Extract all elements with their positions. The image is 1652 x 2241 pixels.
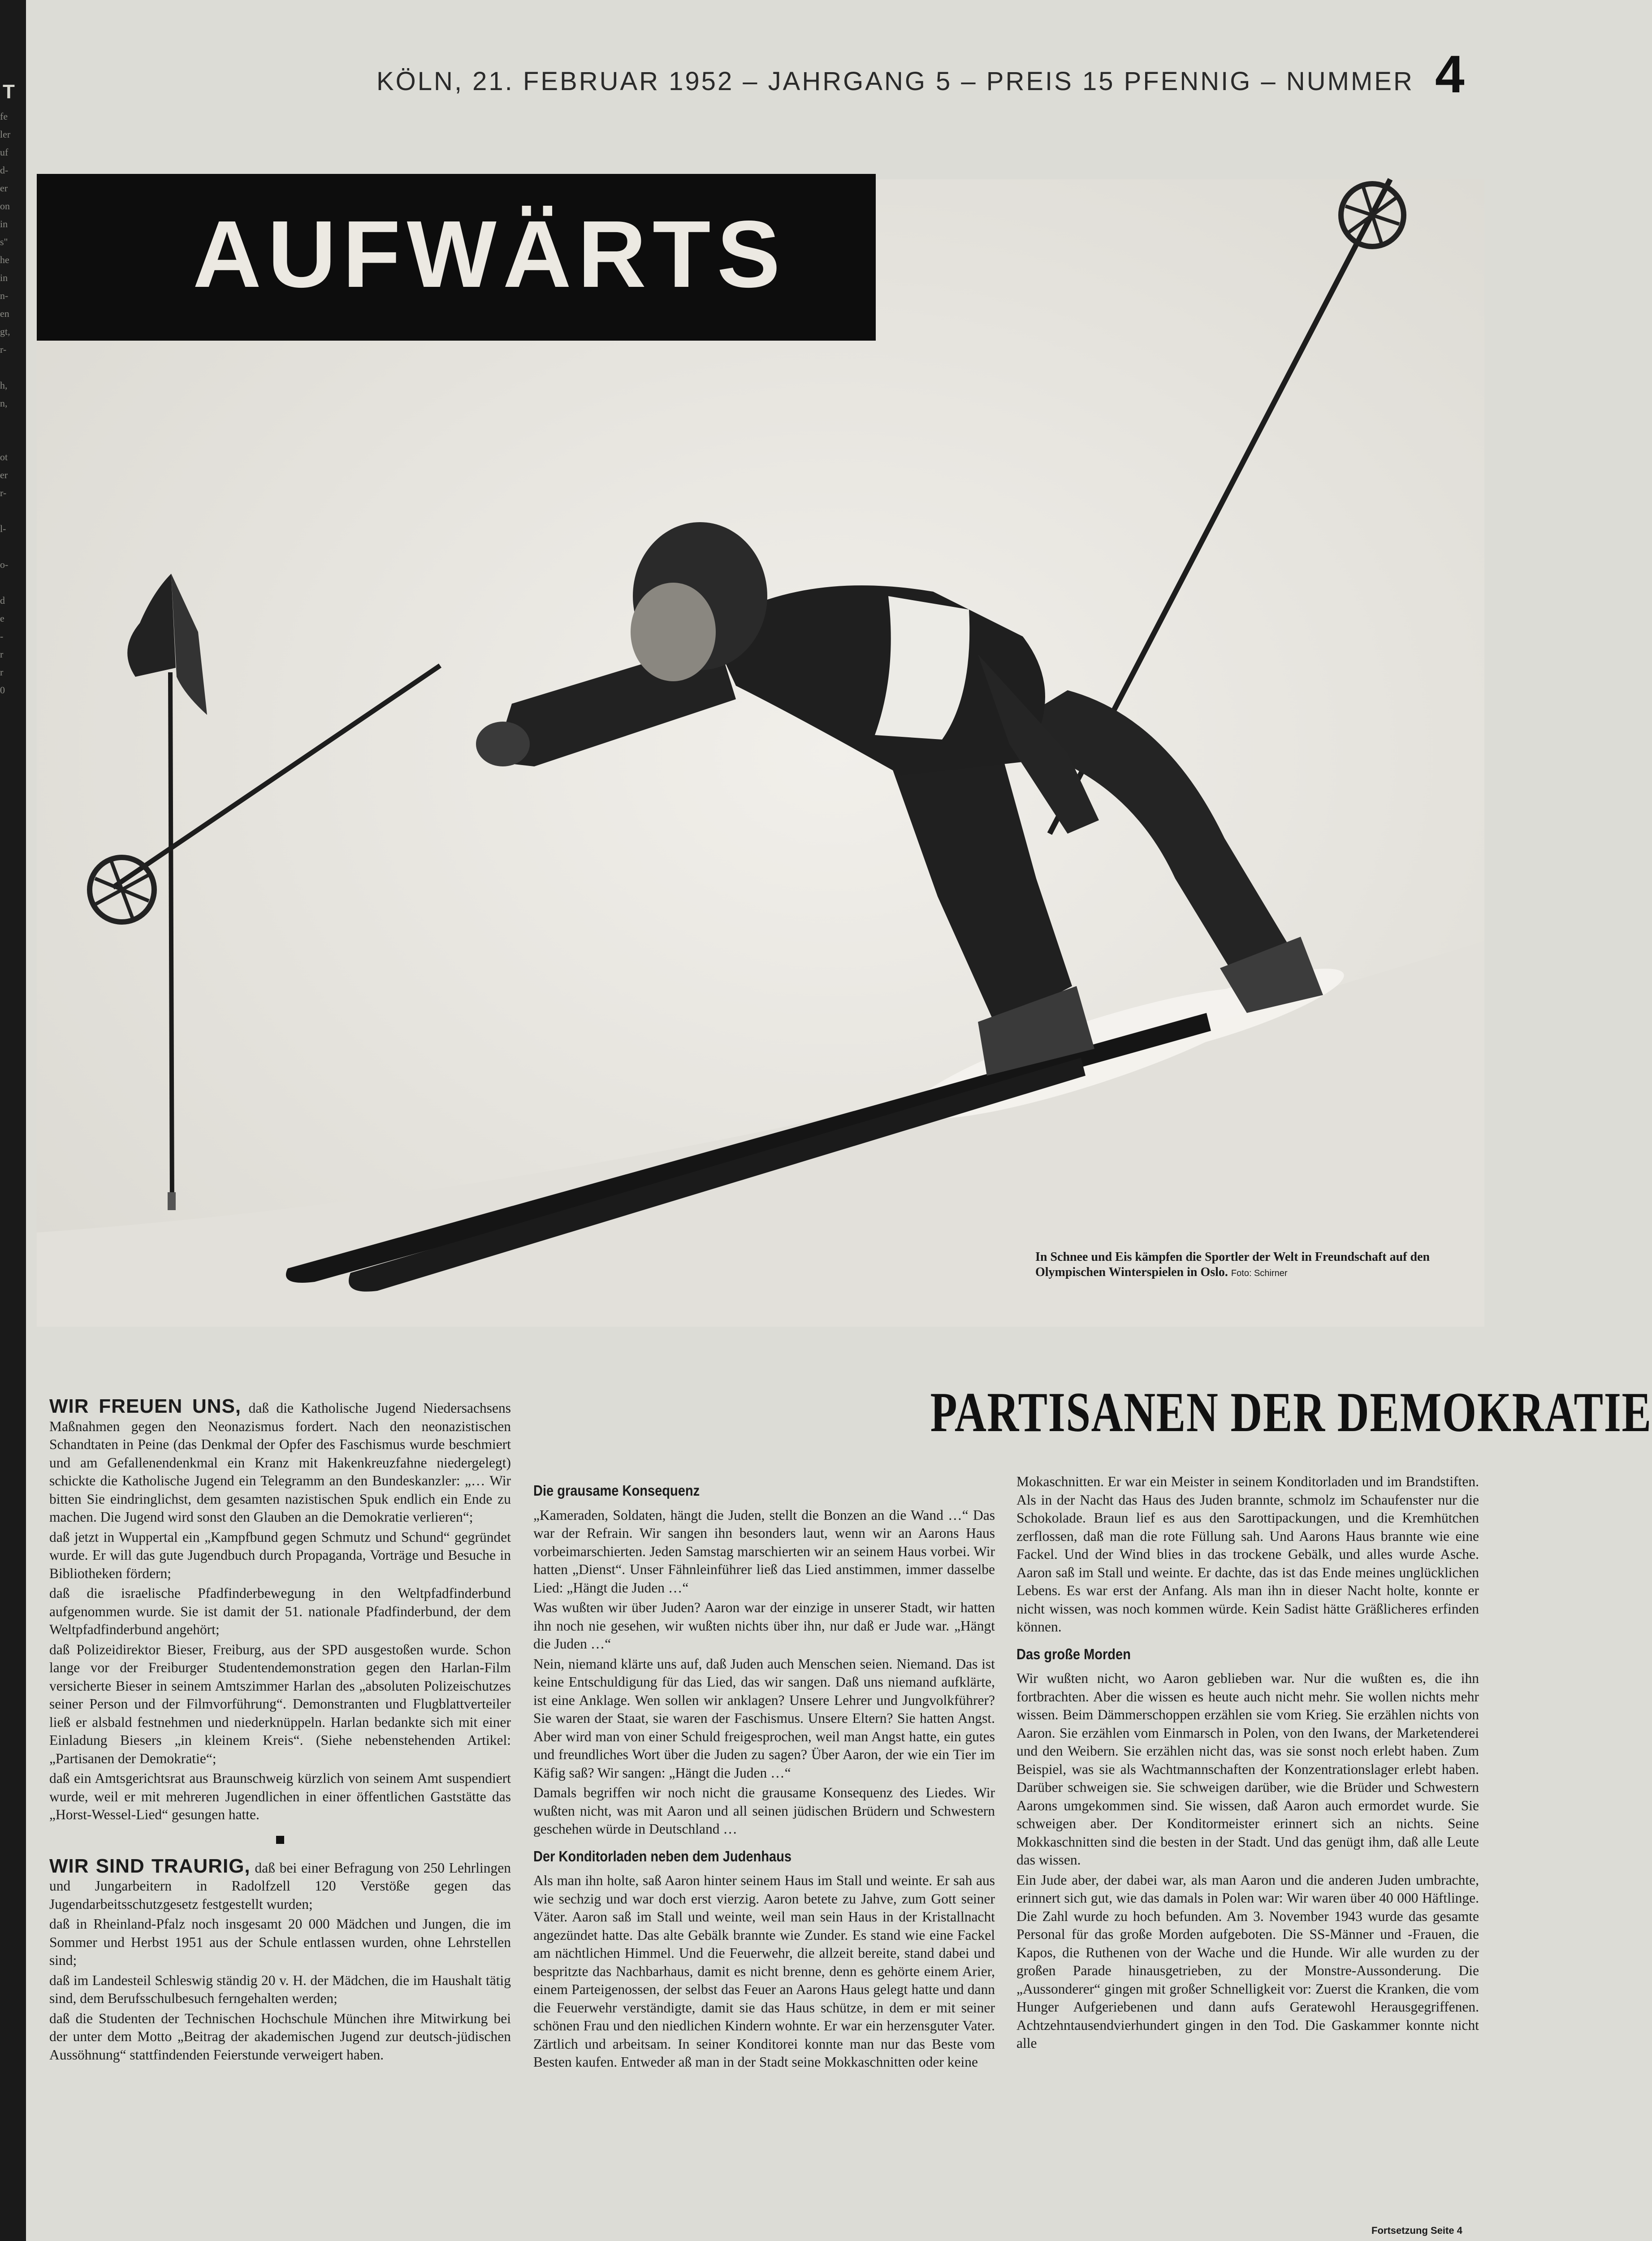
photo-caption bbox=[1035, 1250, 1497, 1281]
article-paragraph: „Kameraden, Soldaten, hängt die Juden, stellt die Bonzen an die Wand …“ Das war der Refrain. Wir sangen ihn besonders laut, wenn wir an Aarons Haus vorbeimarschierten. Jeden Samstag marschierten wir an seinem Haus vorbei. Wir hatten „Dienst“. Unser Fähnleinführer ließ das Lied anstimmen, immer dasselbe Lied: „Hängt die Juden …“ bbox=[533, 1507, 995, 1596]
article-paragraph: Damals begriffen wir noch nicht die grausame Konsequenz des Liedes. Wir wußten nicht, was mit Aaron und all seinen jüdischen Brüdern und Schwestern geschehen würde in Deutschland … bbox=[533, 1785, 995, 1837]
article-middle-column bbox=[533, 1473, 995, 2073]
skier-photo bbox=[37, 179, 1484, 1327]
article-paragraph: Mokaschnitten. Er war ein Meister in seinem Konditorladen und im Brandstiften. Als in der Nacht das Haus des Juden brannte, schmolz im Schaufenster nur die Schokolade. Braun lief es aus den Sarottipackungen, und die Kremhütchen zerflossen, daß man die rote Füllung sah. Und Aarons Haus brannte wie eine Fackel. Und der Wind blies in das trockene Gebälk, und alles wurde Asche. Aaron saß im Stall und weinte. Er dachte, das ist das Ende meines unglücklichen Lebens. Es war erst der Anfang. Als man ihn in dieser Nacht holte, konnte er nicht wissen, was noch kommen würde. Kein Sadist hätte Gräßlicheres erfinden können. bbox=[1016, 1474, 1479, 1635]
photo-credit: Foto: Schirner bbox=[1231, 1268, 1288, 1278]
block1-paragraph: daß die Katholische Jugend Niedersachsens Maßnahmen gegen den Neonazismus fordert. Nach den neonazistischen Schandtaten in Peine (das Denkmal der Opfer des Faschismus wurde beschmiert und am Gefallenendenkmal ein Kranz mit Hakenkreuzfahne niedergelegt) schickte die Katholische Jugend ein Telegramm an den Bundeskanzler: „… Wir bitten Sie eindringlichst, dem gesamten nazistischen Spuk endlich ein Ende zu machen. Die Jugend wird sonst den Glauben an die Demokratie verlieren“; bbox=[49, 1400, 511, 1525]
continuation-note: Fortsetzung Seite 4 bbox=[1371, 2225, 1462, 2236]
section-heading: Der Konditorladen neben dem Judenhaus bbox=[533, 1847, 792, 1865]
block1-paragraph: daß ein Amtsgerichtsrat aus Braunschweig kürzlich von seinem Amt suspendiert wurde, weil er mit mehreren Jugendlichen in einer öffentlichen Gaststätte das „Horst-Wessel-Lied“ gesungen hatte. bbox=[49, 1770, 511, 1822]
article-right-column bbox=[1016, 1473, 1479, 2055]
block2-paragraph: daß im Landesteil Schleswig ständig 20 v. H. der Mädchen, die im Haushalt tätig sind, dem Berufsschulbesuch ferngehalten werden; bbox=[49, 1972, 511, 2006]
block1-paragraph: daß Polizeidirektor Bieser, Freiburg, aus der SPD ausgestoßen wurde. Schon lange vor der Freiburger Studentendemonstration gegen den Harlan-Film versicherte Bieser in seinem Amtszimmer Harlan des „absoluten Polizeischutzes seiner Person und der Filmvorführung“. Demonstranten und Flugblattverteiler ließ er alsbald festnehmen und niederknüppeln. Harlan bedankte sich mit einer Einladung Biesers „in kleinem Kreis“. (Siehe nebenstehenden Artikel: „Partisanen der Demokratie“; bbox=[49, 1641, 511, 1766]
block2-paragraph: daß die Studenten der Technischen Hochschule München ihre Mitwirkung bei der unter dem Motto „Beitrag der akademischen Jugend zur deutsch-jüdischen Aussöhnung“ stattfindenden Feierstunde verweigert haben. bbox=[49, 2010, 511, 2063]
article-paragraph: Was wußten wir über Juden? Aaron war der einzige in unserer Stadt, wir hatten ihn noch nie gesehen, wir wußten nichts über ihn, nur daß er Jude war. „Hängt die Juden …“ bbox=[533, 1600, 995, 1652]
article-paragraph: Ein Jude aber, der dabei war, als man Aaron und die anderen Juden umbrachte, erinnert sich gut, wie das damals in Polen war: Wir waren über 40 000 Häftlinge. Die Zahl wurde zu hoch befunden. Am 3. November 1943 wurde das gesamte Personal für das große Morden aufgeboten. Die SS-Männer und -Frauen, die Kapos, die Ruthenen von der Wache und die Hunde. Wir alle wurden zu der großen Parade hinausgetrieben, zu der Monstre-Aussonderung. Die „Aussonderer“ gingen mit großer Schnelligkeit vor: Zuerst die Kranken, die vom Hunger Aufgeriebenen und dann aufs Geratewohl Herausgegriffenen. Achtzehntausendvierhundert gingen in den Tod. Die Gaskammer konnte nicht alle bbox=[1016, 1872, 1479, 2051]
block1-head: WIR FREUEN UNS, bbox=[49, 1395, 242, 1417]
adjacent-page-letter: T bbox=[3, 81, 15, 103]
article-paragraph: Wir wußten nicht, wo Aaron geblieben war. Nur die wußten es, die ihn fortbrachten. Aber die wissen es heute auch nicht mehr. Sie wollen nichts mehr wissen. Beim Dämmerschoppen erzählen sie vom Krieg. Sie erzählen nichts von Aaron. Sie erzählen vom Einmarsch in Polen, von den Iwans, der Marketenderei und den Weibern. Sie erzählen nicht das, was sie sonst noch erlebt haben. Zum Beispiel, was sie als Wachtmannschaften der Konzentrationslager erlebt haben. Darüber schweigen sie. Sie schweigen darüber, wie die Brüder und Schwestern Aarons umgekommen sind. Sie wissen, daß Aaron auch ermordet wurde. Sie schweigen aber. Der Konditormeister erinnert sich an nichts. Seine Mokkaschnitten sind die besten in der Stadt. Und das genügt ihm, daß alle Leute das wissen. bbox=[1016, 1670, 1479, 1868]
article-paragraph: Nein, niemand klärte uns auf, daß Juden auch Menschen seien. Niemand. Das ist keine Entschuldigung für das Lied, das wir sangen. Daß uns niemand aufklärte, ist eine Anklage. Wen sollen wir anklagen? Unsere Lehrer und Jungvolkführer? Sie waren der Staat, sie waren der Faschismus. Unsere Eltern? Sie hatten Angst. Aber wird man von einer Schuld freigesprochen, weil man Angst hatte, ein gutes und freundliches Wort über die Juden zu sagen? Über Aaron, der wie ein Tier im Käfig saß? Wir sangen: „Hängt die Juden …“ bbox=[533, 1656, 995, 1781]
newspaper-title: AUFWÄRTS bbox=[193, 201, 787, 307]
issue-number: 4 bbox=[1435, 45, 1465, 104]
block2-paragraph: daß in Rheinland-Pfalz noch insgesamt 20 000 Mädchen und Jungen, die im Sommer und Herbst 1951 aus der Schule entlassen wurden, ohne Lehrstellen sind; bbox=[49, 1916, 511, 1968]
dateline: KÖLN, 21. FEBRUAR 1952 – JAHRGANG 5 – PREIS 15 PFENNIG – NUMMER bbox=[376, 67, 1414, 96]
block2-paragraph: daß bei einer Befragung von 250 Lehrlingen und Jungarbeitern in Radolfzell 120 Verstöße gegen das Jugendarbeitsschutzgesetz festgestellt wurden; bbox=[49, 1860, 511, 1912]
section-divider-square bbox=[276, 1836, 284, 1844]
caption-text: In Schnee und Eis kämpfen die Sportler der Welt in Freundschaft auf den Olympischen Winterspielen in Oslo. bbox=[1035, 1250, 1430, 1279]
section-heading: Die grausame Konsequenz bbox=[533, 1482, 700, 1499]
section-heading: Das große Morden bbox=[1016, 1645, 1131, 1662]
block2-head: WIR SIND TRAURIG, bbox=[49, 1855, 251, 1877]
article-paragraph: Als man ihn holte, saß Aaron hinter seinem Haus im Stall und weinte. Er sah aus wie sechzig und war doch erst vierzig. Aaron betete zu Jahve, zum Gott seiner Väter. Aaron saß im Stall und weinte, weil man sein Haus in der Kristallnacht angezündet hatte. Das alte Gebälk brannte wie Zunder. Es stand wie eine Fackel am nächtlichen Himmel. Und die Feuerwehr, die allzeit bereite, stand dabei und bespritzte das Nachbarhaus, damit es nicht brenne, denn es gehörte einem Arier, einem Parteigenossen, der selbst das Feuer an Aarons Haus gelegt hatte und dann die Feuerwehr verständigte, damit sie das Haus schütze, in dem er mit seiner schönen Frau und den niedlichen Kindern wohnte. Er war ein herzensguter Vater. Zärtlich und arbeitsam. In seiner Konditorei konnte man nur das Beste vom Besten kaufen. Entweder aß man in der Stadt seine Mokkaschnitten oder keine bbox=[533, 1873, 995, 2070]
block2-lead bbox=[49, 1857, 511, 1914]
article-headline: PARTISANEN DER DEMOKRATIE bbox=[930, 1381, 1652, 1444]
left-column bbox=[49, 1397, 511, 2066]
block1-paragraph: daß die israelische Pfadfinderbewegung in den Weltpfadfinderbund aufgenommen wurde. Sie ist damit der 51. nationale Pfadfinderbund, der dem Weltpfadfinderbund angehört; bbox=[49, 1585, 511, 1637]
adjacent-page-text-fragments: fe ler uf d- er on in s" he in n- en gt, r- h, n, ot er r- l- o- d e - r r 0 bbox=[0, 111, 11, 696]
block1-lead bbox=[49, 1397, 511, 1527]
block1-paragraph: daß jetzt in Wuppertal ein „Kampfbund gegen Schmutz und Schund“ gegründet wurde. Er will das gute Jugendbuch durch Propaganda, Vorträge und Besuche in Bibliotheken fördern; bbox=[49, 1529, 511, 1581]
